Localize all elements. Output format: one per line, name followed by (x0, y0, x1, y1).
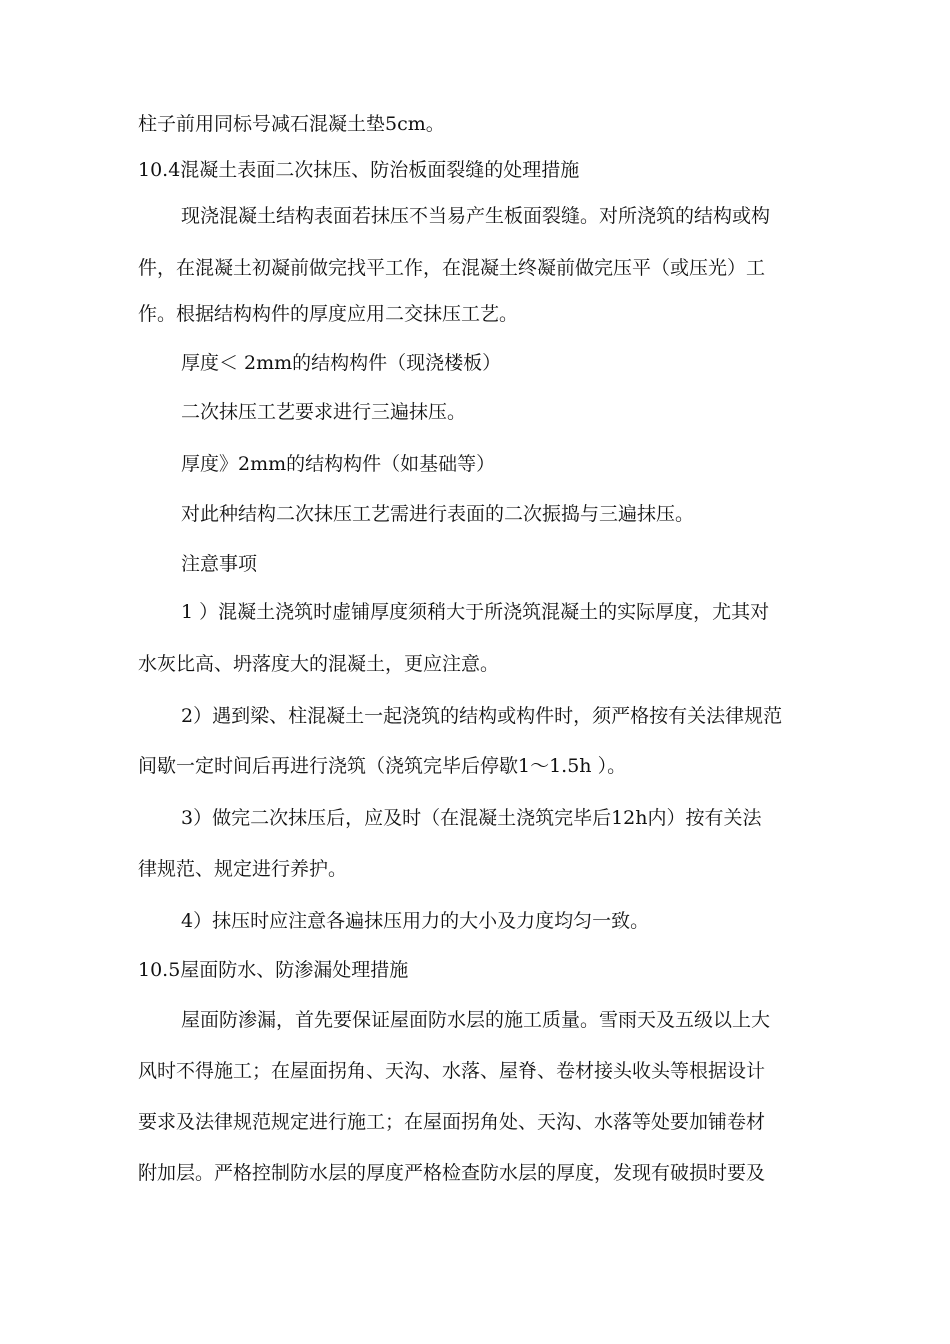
text-line: 作。根据结构构件的厚度应用二交抹压工艺。 (138, 303, 519, 325)
text-line: 4）抹压时应注意各遍抹压用力的大小及力度均匀一致。 (181, 910, 650, 932)
text-line: 二次抹压工艺要求进行三遍抹压。 (181, 401, 467, 423)
text-line: 间歇一定时间后再进行浇筑（浇筑完毕后停歇1〜1.5h ）。 (138, 755, 627, 777)
section-heading: 10.4混凝土表面二次抹压、防治板面裂缝的处理措施 (138, 159, 580, 181)
text-line: 附加层。严格控制防水层的厚度严格检查防水层的厚度，发现有破损时要及 (138, 1162, 766, 1184)
text-line: 柱子前用同标号减石混凝土垫5cm。 (138, 113, 445, 135)
text-line: 现浇混凝土结构表面若抹压不当易产生板面裂缝。对所浇筑的结构或构 (181, 205, 771, 227)
text-line: 律规范、规定进行养护。 (138, 858, 348, 880)
text-line: 对此种结构二次抹压工艺需进行表面的二次振捣与三遍抹压。 (181, 503, 695, 525)
text-line: 要求及法律规范规定进行施工；在屋面拐角处、天沟、水落等处要加铺卷材 (138, 1111, 766, 1133)
text-line: 厚度＜ 2mm的结构构件（现浇楼板） (181, 352, 502, 374)
text-line: 1 ）混凝土浇筑时虚铺厚度须稍大于所浇筑混凝土的实际厚度，尤其对 (181, 601, 770, 623)
text-line: 件，在混凝土初凝前做完找平工作，在混凝土终凝前做完压平（或压光）工 (138, 257, 766, 279)
text-line: 厚度》2mm的结构构件（如基础等） (181, 453, 496, 475)
text-line: 注意事项 (181, 553, 258, 575)
text-line: 风时不得施工；在屋面拐角、天沟、水落、屋脊、卷材接头收头等根据设计 (138, 1060, 766, 1082)
text-line: 水灰比高、坍落度大的混凝土，更应注意。 (138, 653, 500, 675)
text-line: 2）遇到梁、柱混凝土一起浇筑的结构或构件时，须严格按有关法律规范 (181, 705, 783, 727)
text-line: 屋面防渗漏，首先要保证屋面防水层的施工质量。雪雨天及五级以上大 (181, 1009, 771, 1031)
section-heading: 10.5屋面防水、防渗漏处理措施 (138, 959, 409, 981)
text-line: 3）做完二次抹压后，应及时（在混凝土浇筑完毕后12h内）按有关法 (181, 807, 762, 829)
